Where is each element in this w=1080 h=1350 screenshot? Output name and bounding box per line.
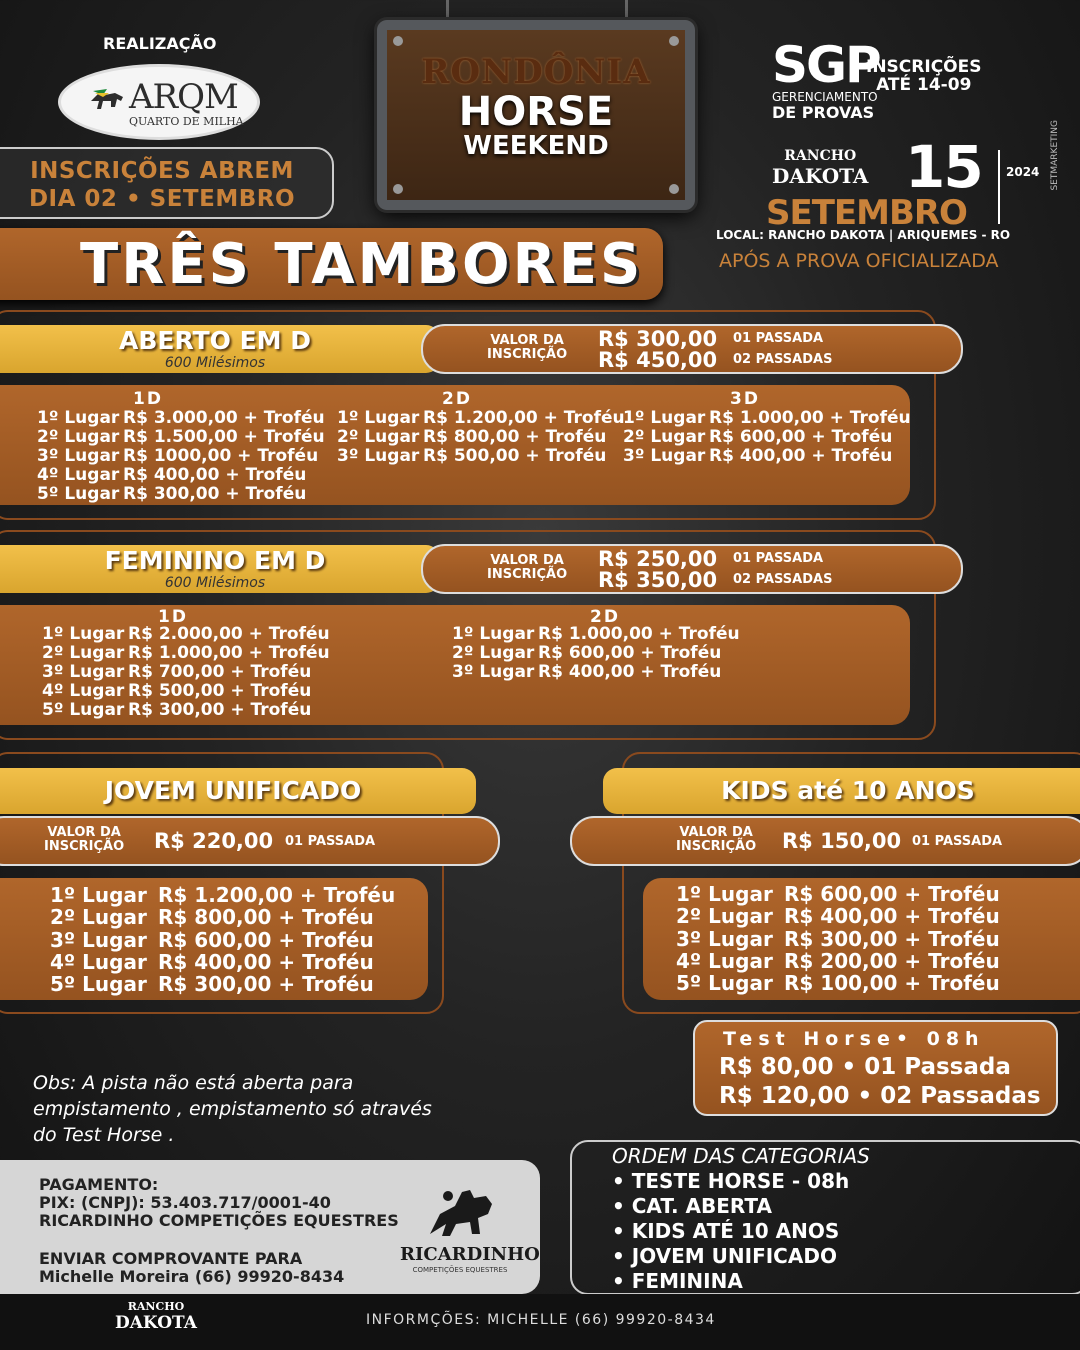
prize-place: 5º Lugar: [42, 700, 125, 720]
rancho-label: RANCHO: [784, 148, 857, 164]
prize-place: 5º Lugar: [676, 971, 773, 996]
prize-value: R$ 600,00 + Troféu: [709, 427, 893, 447]
footer-dakota: DAKOTA: [115, 1313, 197, 1333]
inscricoes-abrem-box: [0, 147, 334, 219]
prize-place: 2º Lugar: [452, 643, 535, 663]
prize-value: R$ 2.000,00 + Troféu: [128, 624, 330, 644]
aberto-col-head: 1D: [133, 389, 163, 409]
aberto-col-head: 2D: [442, 389, 472, 409]
aberto-name: ABERTO EM D: [118, 326, 312, 355]
horse-icon: [89, 87, 127, 113]
prize-value: R$ 700,00 + Troféu: [128, 662, 312, 682]
setmarketing-credit: SETMARKETING: [1050, 120, 1060, 191]
aberto-category-bar: [0, 325, 440, 373]
prize-row: [50, 883, 396, 907]
arqm-subtitle: QUARTO DE MILHA: [129, 115, 244, 128]
prize-place: 1º Lugar: [50, 883, 147, 907]
prize-value: R$ 300,00 + Troféu: [123, 484, 307, 504]
prize-value: R$ 300,00 + Troféu: [128, 700, 312, 720]
payment-send-to: ENVIAR COMPROVANTE PARA: [39, 1249, 303, 1268]
inscricoes-line-2: DIA 02 • SETEMBRO: [28, 186, 296, 212]
feminino-col-head: 1D: [158, 607, 188, 627]
feminino-valor-box: [421, 544, 963, 594]
prize-row: [676, 971, 1000, 996]
prize-value: R$ 600,00 + Troféu: [158, 927, 374, 952]
prize-row: [37, 465, 307, 485]
prize-place: 2º Lugar: [623, 427, 706, 447]
prize-value: R$ 400,00 + Troféu: [158, 949, 374, 974]
prize-value: R$ 1.500,00 + Troféu: [123, 427, 325, 447]
sgp-text: SGP: [772, 36, 880, 94]
sign-title-horse: HORSE: [458, 89, 614, 135]
prize-row: [37, 427, 325, 447]
prize-place: 2º Lugar: [676, 904, 773, 929]
kids-name: KIDS até 10 ANOS: [721, 776, 975, 805]
aberto-pass-1: 01 PASSADA: [733, 331, 824, 346]
prize-value: R$ 1.000,00 + Troféu: [538, 624, 740, 644]
test-horse-line-2: R$ 120,00 • 02 Passadas: [719, 1083, 1041, 1109]
prize-place: 3º Lugar: [50, 927, 147, 952]
kids-valor-label: VALOR DA INSCRIÇÃO: [676, 825, 757, 854]
ordem-item: • CAT. ABERTA: [612, 1194, 772, 1218]
prize-place: 2º Lugar: [37, 427, 120, 447]
prize-place: 2º Lugar: [50, 905, 147, 930]
payment-box: [0, 1160, 540, 1294]
prize-value: R$ 300,00 + Troféu: [158, 972, 374, 997]
feminino-pass-1: 01 PASSADA: [733, 551, 824, 566]
test-horse-box: [693, 1020, 1058, 1116]
prize-value: R$ 400,00 + Troféu: [123, 465, 307, 485]
prize-row: [623, 427, 893, 447]
prize-value: R$ 500,00 + Troféu: [128, 681, 312, 701]
jovem-name: JOVEM UNIFICADO: [104, 776, 362, 805]
aberto-col-head: 3D: [730, 389, 760, 409]
ordem-item: • FEMININA: [612, 1269, 743, 1293]
payment-pix: PIX: (CNPJ): 53.403.717/0001-40: [39, 1193, 331, 1212]
prize-row: [42, 643, 330, 663]
event-month: SETEMBRO: [766, 193, 967, 233]
feminino-valor-label: VALOR DA INSCRIÇÃO: [487, 553, 568, 582]
horse-rider-icon: [400, 1184, 520, 1244]
apos-prova-note: APÓS A PROVA OFICIALIZADA: [719, 250, 999, 272]
ordem-item: • JOVEM UNIFICADO: [612, 1244, 837, 1268]
prize-place: 5º Lugar: [50, 972, 147, 997]
obs-note: Obs: A pista não está aberta para empistamento , empistamento só através do Test Horse .: [33, 1072, 432, 1146]
prize-place: 3º Lugar: [337, 446, 420, 466]
prize-place: 4º Lugar: [50, 949, 147, 974]
event-day: 15: [905, 133, 982, 201]
inscricoes-line-1: INSCRIÇÕES ABREM: [30, 158, 294, 184]
rancho-dakota-logo: [772, 148, 868, 188]
prize-row: [42, 700, 312, 720]
prize-place: 3º Lugar: [676, 926, 773, 951]
ricardinho-logo: [400, 1184, 540, 1284]
prize-value: R$ 200,00 + Troféu: [784, 948, 1000, 973]
prize-value: R$ 400,00 + Troféu: [538, 662, 722, 682]
payment-holder: RICARDINHO COMPETIÇÕES EQUESTRES: [39, 1211, 399, 1230]
prize-row: [37, 484, 307, 504]
prize-value: R$ 1.200,00 + Troféu: [158, 883, 396, 907]
prize-place: 1º Lugar: [452, 624, 535, 644]
prize-row: [676, 904, 1000, 929]
feminino-name: FEMININO EM D: [104, 546, 326, 575]
aberto-valor-label: VALOR DA INSCRIÇÃO: [487, 333, 568, 362]
prize-value: R$ 600,00 + Troféu: [784, 882, 1000, 906]
test-horse-title: Test Horse• 08h: [723, 1028, 985, 1050]
aberto-valor-box: [421, 324, 963, 374]
ordem-item: • KIDS ATÉ 10 ANOS: [612, 1219, 840, 1243]
prize-value: R$ 500,00 + Troféu: [423, 446, 607, 466]
dakota-label: DAKOTA: [772, 164, 869, 188]
prize-value: R$ 1000,00 + Troféu: [123, 446, 319, 466]
feminino-price-1: R$ 250,00: [598, 547, 718, 571]
prize-row: [37, 408, 325, 428]
feminino-col-head: 2D: [590, 607, 620, 627]
sign-title-weekend: WEEKEND: [463, 131, 609, 161]
prize-row: [42, 681, 312, 701]
sgp-sub-2: DE PROVAS: [772, 103, 875, 122]
prize-value: R$ 400,00 + Troféu: [709, 446, 893, 466]
ordem-categorias-box: [570, 1140, 1080, 1295]
prize-place: 4º Lugar: [42, 681, 125, 701]
inscricoes-ate: [866, 58, 981, 94]
rancho-dakota-footer-logo: [115, 1300, 197, 1333]
prize-place: 1º Lugar: [676, 882, 773, 906]
prize-value: R$ 300,00 + Troféu: [784, 926, 1000, 951]
prize-value: R$ 100,00 + Troféu: [784, 971, 1000, 996]
kids-prizes: [643, 878, 1080, 1000]
prize-place: 1º Lugar: [623, 408, 706, 428]
ricardinho-name: RICARDINHO: [400, 1244, 540, 1265]
prize-row: [37, 446, 319, 466]
prize-value: R$ 800,00 + Troféu: [158, 905, 374, 930]
kids-price: R$ 150,00: [782, 829, 902, 853]
ordem-title: ORDEM DAS CATEGORIAS: [612, 1144, 870, 1168]
prize-value: R$ 800,00 + Troféu: [423, 427, 607, 447]
feminino-category-bar: [0, 545, 440, 593]
sgp-sub-1: GERENCIAMENTO: [772, 90, 878, 104]
prize-place: 3º Lugar: [452, 662, 535, 682]
prize-value: R$ 400,00 + Troféu: [784, 904, 1000, 929]
prize-place: 3º Lugar: [37, 446, 120, 466]
event-location: LOCAL: RANCHO DAKOTA | ARIQUEMES - RO: [716, 228, 1011, 242]
arqm-logo: [58, 64, 260, 140]
ordem-item: • TESTE HORSE - 08h: [612, 1169, 850, 1193]
prize-row: [452, 662, 722, 682]
payment-contact: Michelle Moreira (66) 99920-8434: [39, 1267, 345, 1286]
feminino-prizes: [0, 605, 910, 725]
jovem-category-bar: [0, 768, 476, 814]
kids-pass: 01 PASSADA: [912, 834, 1003, 849]
inscricoes-ate-1: INSCRIÇÕES: [866, 57, 982, 77]
sign-title-rondonia: RONDÔNIA: [421, 52, 651, 92]
prize-place: 4º Lugar: [37, 465, 120, 485]
ricardinho-sub: COMPETIÇÕES EQUESTRES: [412, 1266, 508, 1274]
prize-value: R$ 1.200,00 + Troféu: [423, 408, 625, 428]
aberto-pass-2: 02 PASSADAS: [733, 352, 833, 367]
prize-place: 1º Lugar: [337, 408, 420, 428]
event-sign: [377, 20, 695, 210]
prize-place: 3º Lugar: [623, 446, 706, 466]
payment-title: PAGAMENTO:: [39, 1175, 159, 1194]
prize-row: [50, 927, 374, 952]
prize-row: [50, 972, 374, 997]
jovem-valor-box: [0, 816, 500, 866]
footer: [0, 1294, 1080, 1350]
prize-row: [623, 408, 911, 428]
prize-place: 5º Lugar: [37, 484, 120, 504]
prize-row: [337, 446, 607, 466]
footer-info: INFORMÇÕES: MICHELLE (66) 99920-8434: [366, 1312, 716, 1328]
aberto-sub: 600 Milésimos: [164, 355, 266, 371]
event-year: 2024: [1006, 165, 1040, 179]
prize-row: [676, 882, 1000, 906]
prize-row: [676, 926, 1000, 951]
test-horse-line-1: R$ 80,00 • 01 Passada: [719, 1054, 1011, 1080]
prize-place: 2º Lugar: [337, 427, 420, 447]
feminino-pass-2: 02 PASSADAS: [733, 572, 833, 587]
prize-row: [623, 446, 893, 466]
prize-place: 1º Lugar: [37, 408, 120, 428]
feminino-price-2: R$ 350,00: [598, 568, 718, 592]
prize-value: R$ 1.000,00 + Troféu: [709, 408, 911, 428]
prize-value: R$ 1.000,00 + Troféu: [128, 643, 330, 663]
prize-row: [50, 949, 374, 974]
feminino-sub: 600 Milésimos: [164, 575, 266, 591]
jovem-prizes: [0, 878, 428, 1000]
sgp-logo: [772, 36, 880, 122]
jovem-valor-label: VALOR DA INSCRIÇÃO: [44, 825, 125, 854]
prize-row: [50, 905, 374, 930]
prize-value: R$ 600,00 + Troféu: [538, 643, 722, 663]
jovem-price: R$ 220,00: [154, 829, 274, 853]
prize-row: [337, 427, 607, 447]
prize-value: R$ 3.000,00 + Troféu: [123, 408, 325, 428]
arqm-name: ARQM: [129, 77, 238, 117]
title-banner: [0, 228, 663, 300]
inscricoes-ate-2: ATÉ 14-09: [876, 75, 972, 95]
prize-row: [337, 408, 625, 428]
realizacao-label: REALIZAÇÃO: [103, 34, 217, 53]
prize-place: 1º Lugar: [42, 624, 125, 644]
aberto-prizes: [0, 385, 910, 505]
kids-category-bar: [603, 768, 1080, 814]
prize-row: [676, 948, 1000, 973]
aberto-price-1: R$ 300,00: [598, 327, 718, 351]
prize-place: 2º Lugar: [42, 643, 125, 663]
prize-place: 3º Lugar: [42, 662, 125, 682]
jovem-pass: 01 PASSADA: [285, 834, 376, 849]
page-title: TRÊS TAMBORES: [80, 232, 644, 297]
prize-row: [42, 624, 330, 644]
prize-row: [42, 662, 312, 682]
aberto-price-2: R$ 450,00: [598, 348, 718, 372]
footer-rancho: RANCHO: [127, 1300, 185, 1313]
prize-place: 4º Lugar: [676, 948, 773, 973]
prize-row: [452, 643, 722, 663]
kids-valor-box: [570, 816, 1080, 866]
prize-row: [452, 624, 740, 644]
